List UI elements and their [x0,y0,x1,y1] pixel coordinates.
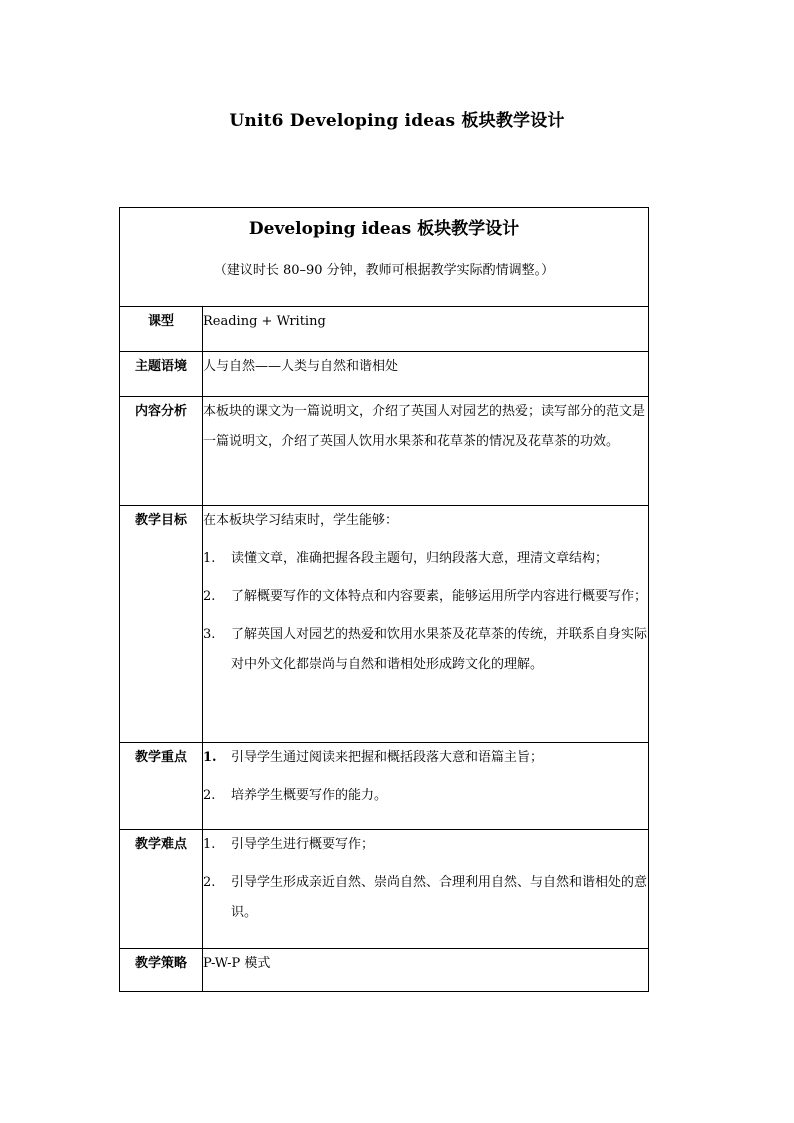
theme-context-label: 主题语境 [120,352,203,397]
teaching-strategy-label: 教学策略 [120,949,203,992]
document-title: Unit6 Developing ideas 板块教学设计 [229,111,565,131]
list-item-number: 1. [203,551,216,566]
theme-context-value: 人与自然——人类与自然和谐相处 [203,352,649,397]
list-item-text: 读懂文章，准确把握各段主题句，归纳段落大意，理清文章结构； [231,551,609,566]
list-item-number: 2. [203,875,216,890]
difficulties-label: 教学难点 [120,830,203,949]
table-header-cell [120,208,649,307]
teaching-goals-cell [203,506,649,743]
key-points-label: 教学重点 [120,743,203,830]
difficulties-cell [203,830,649,949]
list-item-text: 引导学生通过阅读来把握和概括段落大意和语篇主旨； [231,750,544,765]
row-content-analysis [120,397,649,506]
list-item-number: 2. [203,788,216,803]
lesson-type-value: Reading + Writing [203,307,649,352]
teaching-goals-intro: 在本板块学习结束时，学生能够： [203,513,399,528]
list-item [203,620,648,680]
list-item-number: 2. [203,589,216,604]
list-item [203,582,648,612]
lesson-design-table [119,207,649,992]
content-analysis-label: 内容分析 [120,397,203,506]
list-item-text: 培养学生概要写作的能力。 [231,788,388,803]
row-key-points [120,743,649,830]
row-theme-context [120,352,649,397]
list-item [203,781,648,811]
table-header-row [120,208,649,307]
list-item [203,544,648,574]
list-item-text: 引导学生形成亲近自然、崇尚自然、合理利用自然、与自然和谐相处的意识。 [231,875,648,920]
table-title: Developing ideas 板块教学设计 [248,219,520,239]
row-teaching-goals [120,506,649,743]
row-lesson-type [120,307,649,352]
row-teaching-strategy [120,949,649,992]
row-difficulties [120,830,649,949]
list-item-number: 1. [203,750,217,765]
teaching-strategy-value: P-W-P 模式 [203,949,649,992]
list-item [203,743,648,773]
teaching-goals-label: 教学目标 [120,506,203,743]
list-item-number: 1. [203,837,216,852]
list-item [203,830,648,860]
list-item [203,868,648,928]
list-item-text: 了解概要写作的文体特点和内容要素，能够运用所学内容进行概要写作； [231,589,648,604]
list-item-number: 3. [203,627,216,642]
key-points-cell [203,743,649,830]
duration-note: （建议时长 80–90 分钟，教师可根据教学实际酌情调整。） [213,263,555,278]
content-analysis-value: 本板块的课文为一篇说明文，介绍了英国人对园艺的热爱；读写部分的范文是一篇说明文，介绍了英国人饮用水果茶和花草茶的情况及花草茶的功效。 [203,397,649,506]
list-item-text: 引导学生进行概要写作； [231,837,375,852]
list-item-text: 了解英国人对园艺的热爱和饮用水果茶及花草茶的传统，并联系自身实际对中外文化都崇尚与自然和谐相处形成跨文化的理解。 [231,627,648,672]
lesson-type-label: 课型 [120,307,203,352]
